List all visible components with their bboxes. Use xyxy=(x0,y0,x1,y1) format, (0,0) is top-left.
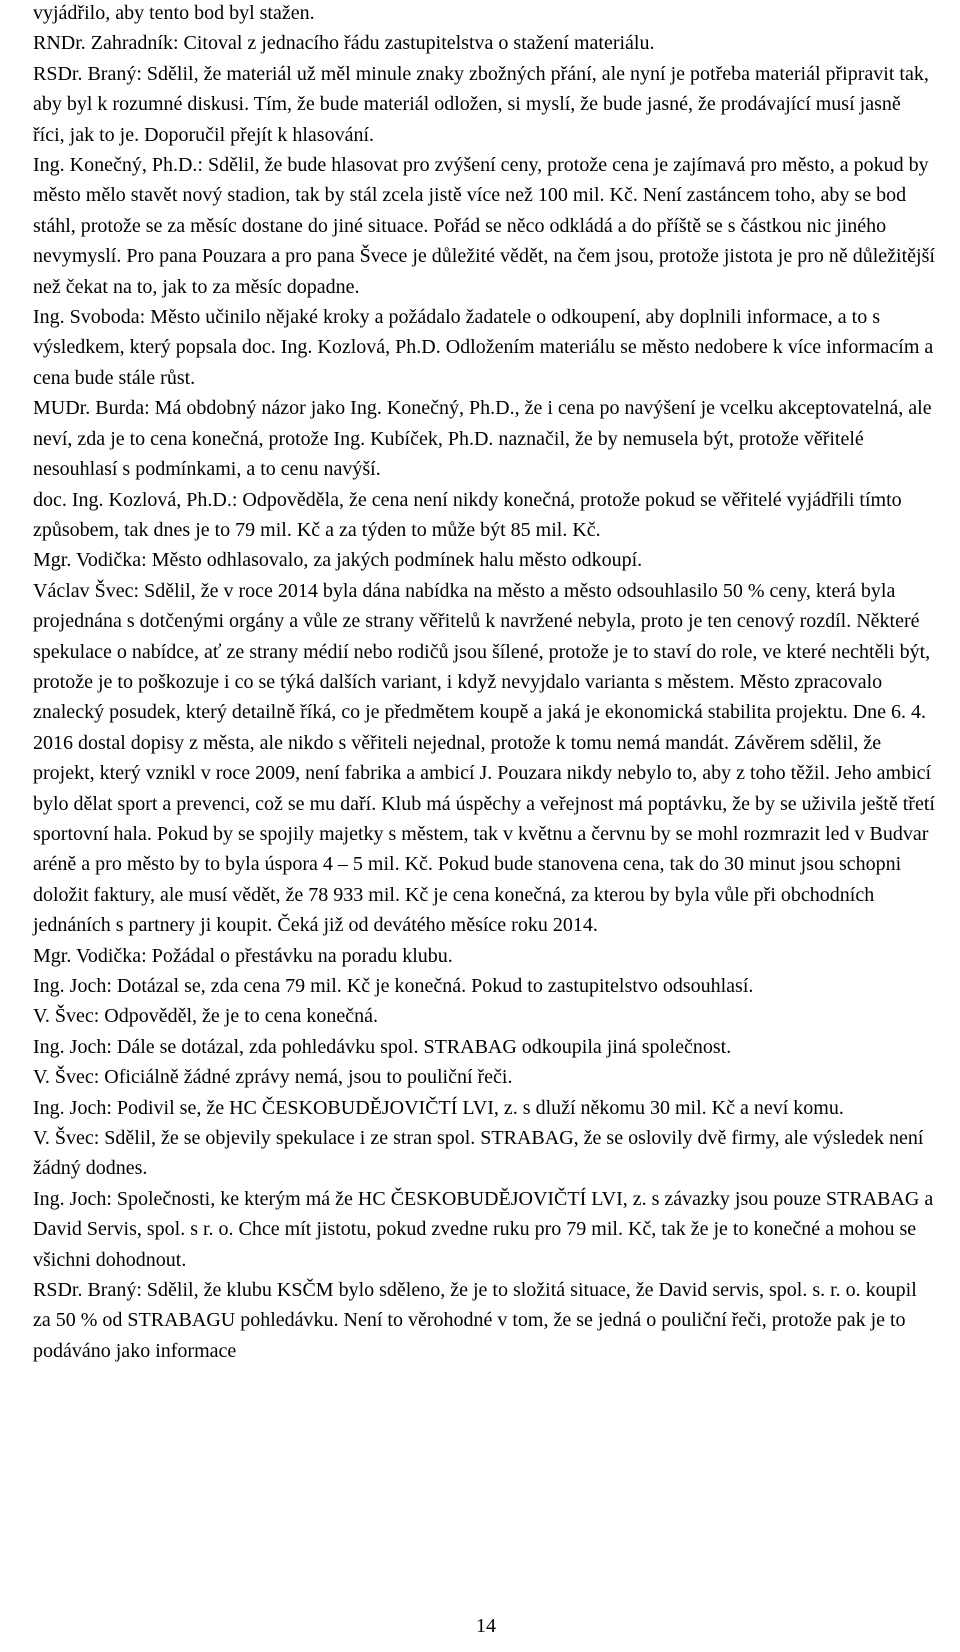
paragraph: V. Švec: Oficiálně žádné zprávy nemá, jsou to pouliční řeči. xyxy=(33,1066,513,1089)
paragraph: Václav Švec: Sdělil, že v roce 2014 byla dána nabídka na město a město odsouhlasilo 50 % ceny, která byla projednána s dotčenými orgány a vůle ze strany věřitelů k navržené nebyla, proto je ten cenový rozdíl. Některé spekulace o nabídce, ať ze strany médií nebo rodičů jsou šílené, protože je to staví do role, ve které nechtěli být, protože je to poškozuje i co se týká dalších variant, i když nevyjdalo varianta s městem. Město zpracovalo znalecký posudek, který detailně říká, co je předmětem koupě a jaká je ekonomická stabilita projektu. Dne 6. 4. 2016 dostal dopisy z města, ale nikdo s věřiteli nejednal, protože k tomu nemá mandát. Závěrem sdělil, že projekt, který vznikl v roce 2009, není fabrika a ambicí J. Pouzara nikdy nebylo to, aby z toho těžil. Jeho ambicí bylo dělat sport a prevenci, což se mu daří. Klub má úspěchy a veřejnost má poptávku, že by se uživila ještě třetí sportovní hala. Pokud by se spojily majetky s městem, tak v květnu a červnu by se mohl rozmrazit led v Budvar aréně a pro město by to byla úspora 4 – 5 mil. Kč. Pokud bude stanovena cena, tak do 30 minut jsou schopni doložit faktury, ale musí vědět, že 78 933 mil. Kč je cena konečná, za kterou by byla vůle při obchodních jednáních s partnery ji koupit. Čeká již od devátého měsíce roku 2014. xyxy=(33,579,935,937)
paragraph: Ing. Joch: Podivil se, že HC ČESKOBUDĚJOVIČTÍ LVI, z. s dluží někomu 30 mil. Kč a neví komu. xyxy=(33,1096,844,1119)
paragraph: MUDr. Burda: Má obdobný názor jako Ing. Konečný, Ph.D., že i cena po navýšení je vcelku akceptovatelná, ale neví, zda je to cena konečná, protože Ing. Kubíček, Ph.D. naznačil, že by nemusela být, protože věřitelé nesouhlasí s podmínkami, a to cenu navýší. xyxy=(33,397,932,481)
paragraph: Ing. Joch: Dotázal se, zda cena 79 mil. Kč je konečná. Pokud to zastupitelstvo odsouhlasí. xyxy=(33,975,754,997)
paragraph: V. Švec: Sdělil, že se objevily spekulace i ze stran spol. STRABAG, že se oslovily dvě firmy, ale výsledek není žádný dodnes. xyxy=(33,1127,924,1180)
page-number: 14 xyxy=(476,1615,496,1637)
document-page xyxy=(33,0,937,1366)
paragraph: Mgr. Vodička: Požádal o přestávku na poradu klubu. xyxy=(33,944,453,967)
paragraph: doc. Ing. Kozlová, Ph.D.: Odpověděla, že cena není nikdy konečná, protože pokud se věřitelé vyjádřili tímto způsobem, tak dnes je to 79 mil. Kč a za týden to může být 85 mil. Kč. xyxy=(33,488,902,541)
paragraph: Ing. Konečný, Ph.D.: Sdělil, že bude hlasovat pro zvýšení ceny, protože cena je zajímavá pro město, a pokud by město mělo stavět nový stadion, tak by stál zcela jistě více než 100 mil. Kč. Není zastáncem toho, aby se bod stáhl, protože se za měsíc dostane do jiné situace. Pořád se něco odkládá a do příště se s částkou nic jiného nevymyslí. Pro pana Pouzara a pro pana Švece je důležité vědět, na čem jsou, protože jistota je pro ně důležitější než čekat na to, jak to za měsíc dopadne. xyxy=(33,154,935,298)
paragraph: Ing. Joch: Společnosti, ke kterým má že HC ČESKOBUDĚJOVIČTÍ LVI, z. s závazky jsou pouze STRABAG a David Servis, spol. s r. o. Chce mít jistotu, pokud zvedne ruku pro 79 mil. Kč, tak že je to konečné a mohou se všichni dohodnout. xyxy=(33,1187,934,1271)
paragraph: RSDr. Braný: Sdělil, že materiál už měl minule znaky zbožných přání, ale nyní je potřeba materiál připravit tak, aby byl k rozumné diskusi. Tím, že bude materiál odložen, si myslí, že bude jasné, že prodávající musí jasně říci, jak to je. Doporučil přejít k hlasování. xyxy=(33,62,929,146)
paragraph: V. Švec: Odpověděl, že je to cena konečná. xyxy=(33,1005,379,1028)
paragraph: Ing. Svoboda: Město učinilo nějaké kroky a požádalo žadatele o odkoupení, aby doplnili informace, a to s výsledkem, který popsala doc. Ing. Kozlová, Ph.D. Odložením materiálu se město nedobere k více informacím a cena bude stále růst. xyxy=(33,306,934,389)
paragraph: Mgr. Vodička: Město odhlasovalo, za jakých podmínek halu město odkoupí. xyxy=(33,549,643,572)
paragraph: Ing. Joch: Dále se dotázal, zda pohledávku spol. STRABAG odkoupila jiná společnost. xyxy=(33,1035,732,1058)
paragraph: RSDr. Braný: Sdělil, že klubu KSČM bylo sděleno, že je to složitá situace, že David servis, spol. s. r. o. koupil za 50 % od STRABAGU pohledávku. Není to věrohodné v tom, že se jedná o pouliční řeči, protože pak je to podáváno jako informace xyxy=(33,1279,917,1362)
paragraph: vyjádřilo, aby tento bod byl stažen. xyxy=(33,2,315,24)
paragraph: RNDr. Zahradník: Citoval z jednacího řádu zastupitelstva o stažení materiálu. xyxy=(33,32,655,55)
